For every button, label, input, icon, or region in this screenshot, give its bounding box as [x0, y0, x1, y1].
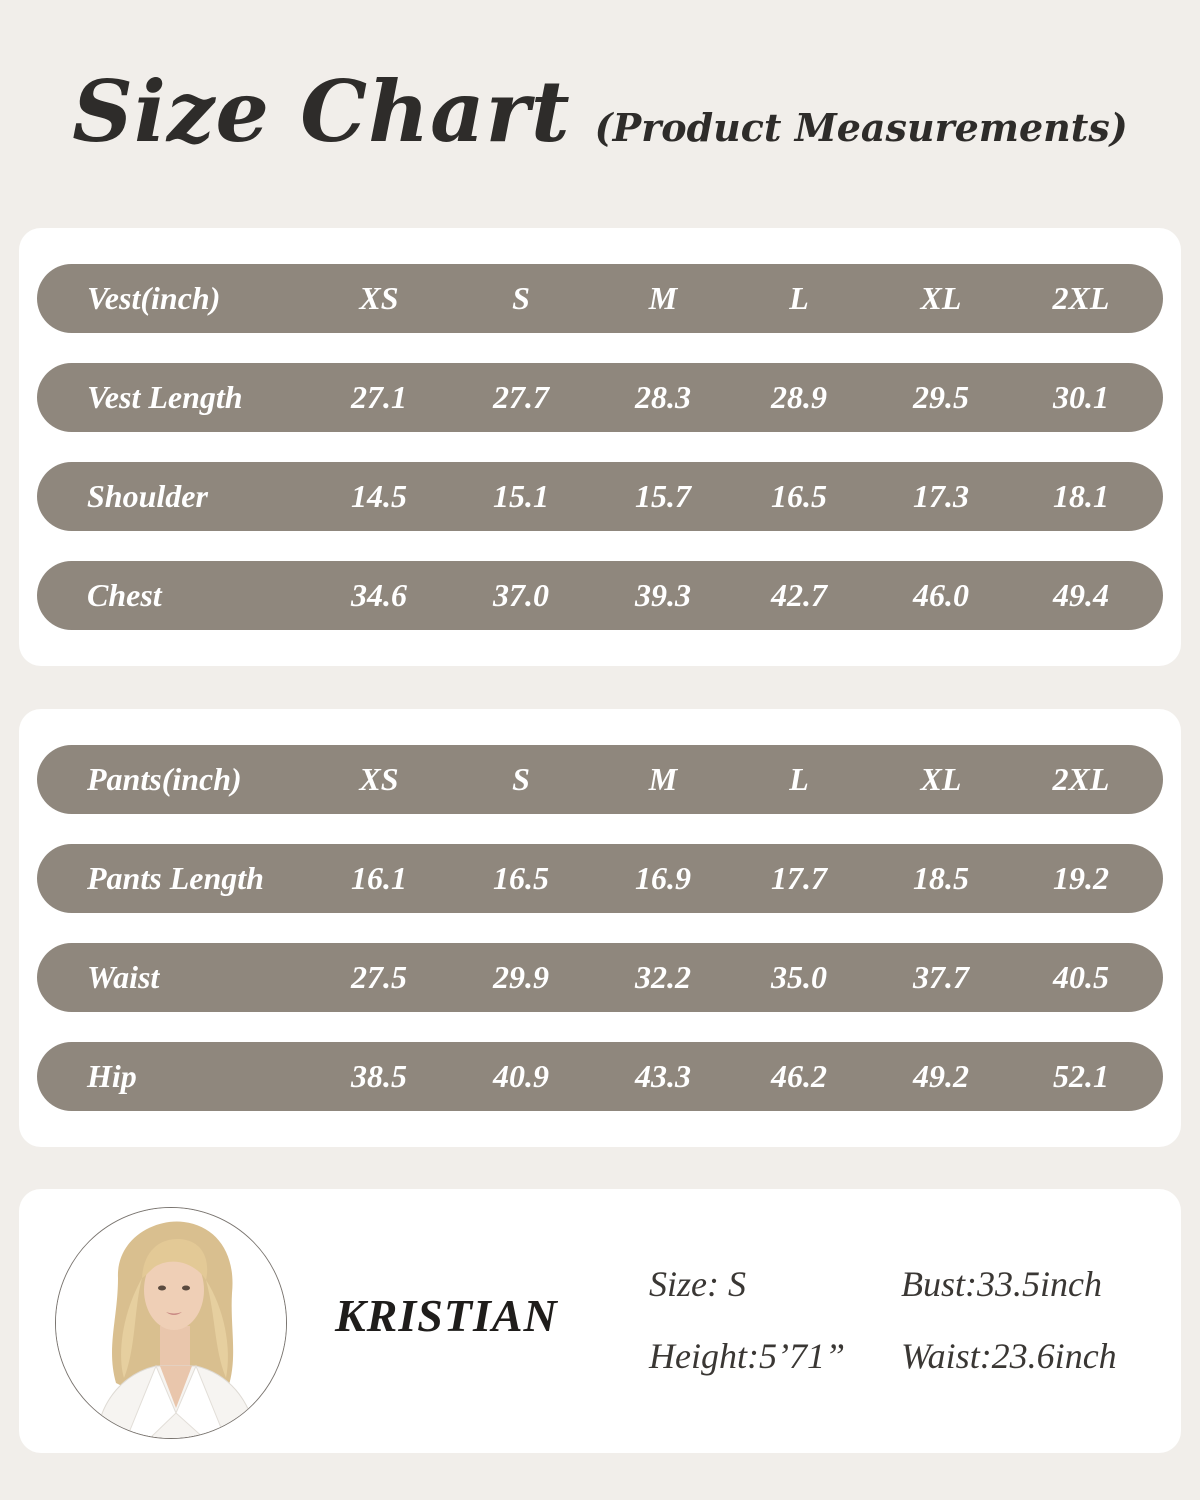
table-cell: 32.2	[635, 959, 691, 995]
page-subtitle: (Product Measurements)	[594, 105, 1128, 150]
table-cell: 46.0	[913, 577, 969, 613]
table-cell: 37.0	[493, 577, 549, 613]
row-label: Hip	[87, 1058, 137, 1094]
table-cell: 27.5	[351, 959, 407, 995]
size-header-xl: XL	[920, 761, 962, 797]
vest-header-label: Vest(inch)	[87, 280, 221, 316]
table-cell: 27.1	[351, 379, 407, 415]
table-cell: 52.1	[1053, 1058, 1109, 1094]
table-cell: 49.2	[913, 1058, 969, 1094]
table-cell: 16.5	[771, 478, 827, 514]
table-cell: 16.5	[493, 860, 549, 896]
model-bust: Bust:33.5inch	[901, 1264, 1102, 1304]
table-cell: 28.3	[635, 379, 691, 415]
table-cell: 40.9	[493, 1058, 549, 1094]
table-cell: 15.1	[493, 478, 549, 514]
table-row	[37, 844, 1163, 913]
row-label: Shoulder	[87, 478, 208, 514]
vest-size-card	[19, 228, 1181, 666]
table-row	[37, 943, 1163, 1012]
size-header-s: S	[512, 280, 530, 316]
size-header-m: M	[648, 761, 678, 797]
table-cell: 43.3	[635, 1058, 691, 1094]
table-cell: 17.3	[913, 478, 969, 514]
table-cell: 14.5	[351, 478, 407, 514]
size-header-2xl: 2XL	[1052, 280, 1110, 316]
page-title: Size Chart	[72, 62, 571, 161]
size-header-2xl: 2XL	[1052, 761, 1110, 797]
table-cell: 18.1	[1053, 478, 1109, 514]
table-cell: 39.3	[635, 577, 691, 613]
pants-header-label: Pants(inch)	[87, 761, 242, 797]
table-cell: 49.4	[1053, 577, 1109, 613]
table-cell: 18.5	[913, 860, 969, 896]
model-info-card	[19, 1189, 1181, 1453]
size-header-xl: XL	[920, 280, 962, 316]
row-label: Vest Length	[87, 379, 243, 415]
size-header-s: S	[512, 761, 530, 797]
table-cell: 16.9	[635, 860, 691, 896]
table-row	[37, 1042, 1163, 1111]
table-cell: 34.6	[351, 577, 407, 613]
table-row	[37, 363, 1163, 432]
pants-header-row	[37, 745, 1163, 814]
table-cell: 17.7	[771, 860, 827, 896]
table-cell: 15.7	[635, 478, 691, 514]
title-block	[0, 62, 1200, 172]
table-cell: 30.1	[1053, 379, 1109, 415]
table-cell: 46.2	[771, 1058, 827, 1094]
size-header-l: L	[789, 761, 809, 797]
size-header-l: L	[789, 280, 809, 316]
table-cell: 29.5	[913, 379, 969, 415]
row-label: Chest	[87, 577, 162, 613]
table-cell: 38.5	[351, 1058, 407, 1094]
table-cell: 16.1	[351, 860, 407, 896]
table-cell: 42.7	[771, 577, 827, 613]
size-header-xs: XS	[359, 280, 399, 316]
table-cell: 40.5	[1053, 959, 1109, 995]
model-waist: Waist:23.6inch	[901, 1336, 1117, 1376]
pants-size-card	[19, 709, 1181, 1147]
size-header-m: M	[648, 280, 678, 316]
size-header-xs: XS	[359, 761, 399, 797]
vest-header-row	[37, 264, 1163, 333]
table-cell: 37.7	[913, 959, 969, 995]
table-row	[37, 561, 1163, 630]
table-cell: 19.2	[1053, 860, 1109, 896]
model-height: Height:5’71”	[649, 1336, 845, 1376]
table-cell: 27.7	[493, 379, 549, 415]
model-portrait-illustration	[56, 1208, 287, 1439]
model-name: KRISTIAN	[335, 1290, 558, 1341]
model-size: Size: S	[649, 1264, 746, 1304]
row-label: Waist	[87, 959, 160, 995]
table-cell: 29.9	[493, 959, 549, 995]
table-cell: 35.0	[771, 959, 827, 995]
row-label: Pants Length	[87, 860, 264, 896]
model-avatar	[55, 1207, 287, 1439]
table-row	[37, 462, 1163, 531]
table-cell: 28.9	[771, 379, 827, 415]
